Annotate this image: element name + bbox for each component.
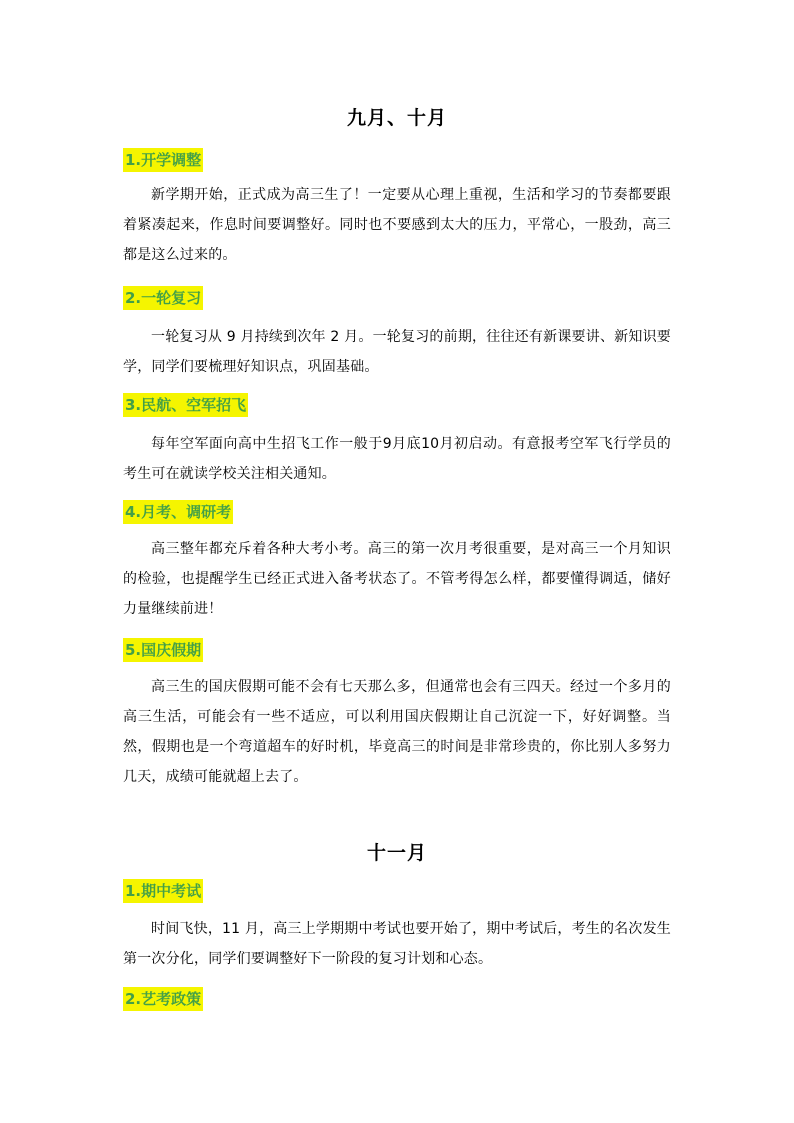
- heading-midterm: 1.期中考试: [123, 879, 203, 903]
- paragraph-national-day: 高三生的国庆假期可能不会有七天那么多，但通常也会有三四天。经过一个多月的高三生活，可能会有一些不适应，可以利用国庆假期让自己沉淀一下，好好调整。当然，假期也是一个弯道超车的好时机，毕竟高三的时间是非常珍贵的，你比别人多努力几天，成绩可能就超上去了。: [123, 679, 671, 785]
- section-title-nov: 十一月: [366, 842, 427, 864]
- paragraph-monthly-exams: 高三整年都充斥着各种大考小考。高三的第一次月考很重要，是对高三一个月知识的检验，也提醒学生已经正式进入备考状态了。不管考得怎么样，都要懂得调适，储好力量继续前进！: [123, 541, 671, 617]
- paragraph-first-review: 一轮复习从 9 月持续到次年 2 月。一轮复习的前期，往往还有新课要讲、新知识要学，同学们要梳理好知识点，巩固基础。: [123, 329, 671, 375]
- heading-first-review: 2.一轮复习: [123, 286, 203, 310]
- heading-national-day: 5.国庆假期: [123, 638, 203, 662]
- paragraph-school-start: 新学期开始，正式成为高三生了！一定要从心理上重视，生活和学习的节奏都要跟着紧凑起来，作息时间要调整好。同时也不要感到太大的压力，平常心，一股劲，高三都是这么过来的。: [123, 187, 671, 263]
- heading-pilot-recruitment: 3.民航、空军招飞: [123, 393, 248, 417]
- paragraph-pilot-recruitment: 每年空军面向高中生招飞工作一般于9月底10月初启动。有意报考空军飞行学员的考生可在就读学校关注相关通知。: [123, 436, 671, 482]
- heading-art-exam-policy: 2.艺考政策: [123, 987, 203, 1011]
- heading-monthly-exams: 4.月考、调研考: [123, 500, 233, 524]
- paragraph-midterm: 时间飞快，11 月，高三上学期期中考试也要开始了，期中考试后，考生的名次发生第一次分化，同学们要调整好下一阶段的复习计划和心态。: [123, 921, 671, 967]
- section-title-sep-oct: 九月、十月: [346, 107, 447, 129]
- heading-school-start: 1.开学调整: [123, 148, 203, 172]
